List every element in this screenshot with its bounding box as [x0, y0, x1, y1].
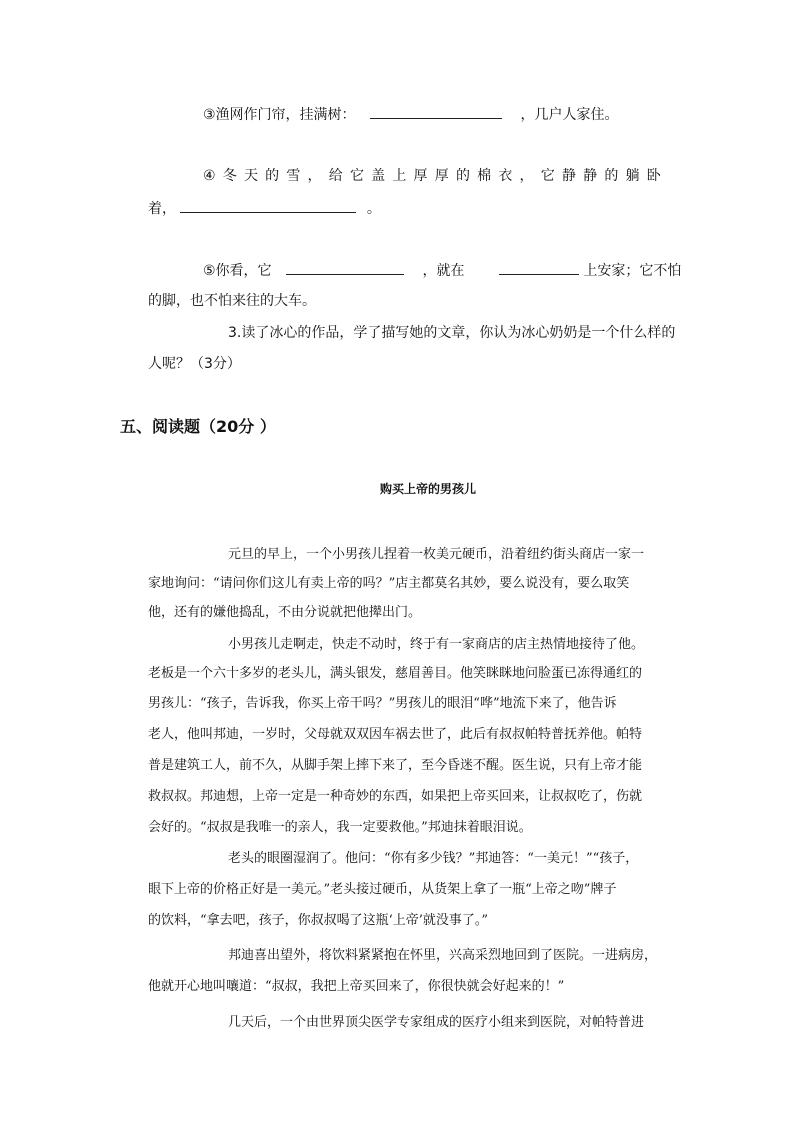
question-3-suffix: ，几户人家住。 — [520, 107, 619, 123]
question-4-line2 — [148, 198, 381, 218]
answer-blank[interactable] — [370, 104, 502, 119]
story-line: 老头的眼圈湿润了。他问：“你有多少钱？”邦迪答：“一美元！”“孩子， — [228, 851, 639, 866]
question-4-suffix: 。 — [366, 201, 381, 217]
story-line: 他就开心地叫嚷道：“叔叔，我把上帝买回来了，你很快就会好起来的！” — [148, 979, 565, 994]
section-heading: 五、阅读题（20分 ） — [120, 417, 276, 436]
story-line: 会好的。“叔叔是我唯一的亲人，我一定要救他。”邦迪抹着眼泪说。 — [148, 820, 532, 835]
answer-blank[interactable] — [499, 260, 579, 275]
question-5-line1 — [203, 260, 681, 280]
question-3-text: ③渔网作门帘，挂满树： — [203, 107, 356, 123]
story-line: 救叔叔。邦迪想，上帝一定是一种奇妙的东西，如果把上帝买回来，让叔叔吃了，伤就 — [148, 789, 643, 804]
story-line: 几天后，一个由世界顶尖医学专家组成的医疗小组来到医院，对帕特普进 — [228, 1015, 645, 1030]
question-4-prefix: 着， — [148, 201, 176, 217]
story-line: 邦迪喜出望外，将饮料紧紧抱在怀里，兴高采烈地回到了医院。一进病房， — [228, 948, 658, 963]
question-5-text: ⑤你看，它 — [203, 263, 272, 279]
story-line: 男孩儿：“孩子，告诉我，你买上帝干吗？”男孩儿的眼泪“哗”地流下来了，他告诉 — [148, 696, 617, 711]
question-5-line2: 的脚，也不怕来往的大车。 — [148, 293, 316, 309]
question-3 — [203, 104, 618, 124]
story-line: 小男孩儿走啊走，快走不动时，终于有一家商店的店主热情地接待了他。 — [228, 637, 645, 652]
answer-blank[interactable] — [180, 198, 356, 213]
story-line: 眼下上帝的价格正好是一美元。”老头接过硬币，从货架上拿了一瓶“上帝之吻”牌子 — [148, 882, 617, 897]
story-line: 家地询问：“请问你们这儿有卖上帝的吗？”店主都莫名其妙，要么说没有，要么取笑 — [148, 576, 630, 591]
question-item-3-line2: 人呢？（3分） — [148, 356, 241, 372]
story-line: 他，还有的嫌他捣乱，不由分说就把他撵出门。 — [148, 605, 422, 620]
story-title: 购买上帝的男孩儿 — [380, 482, 477, 496]
question-5-suffix: 上安家；它不怕 — [583, 263, 682, 279]
story-line: 老板是一个六十多岁的老头儿，满头银发，慈眉善目。他笑眯眯地问脸蛋已冻得通红的 — [148, 666, 643, 681]
story-line: 老人，他叫邦迪，一岁时，父母就双双因车祸去世了，此后有叔叔帕特普抚养他。帕特 — [148, 727, 643, 742]
story-line: 普是建筑工人，前不久，从脚手架上摔下来了，至今昏迷不醒。医生说，只有上帝才能 — [148, 758, 643, 773]
question-5-middle: ，就在 — [422, 263, 465, 279]
question-item-3-line1: 3.读了冰心的作品，学了描写她的文章，你认为冰心奶奶是一个什么样的 — [228, 325, 676, 341]
question-4-line1: ④冬天的雪，给它盖上厚厚的棉衣，它静静的躺卧 — [203, 168, 668, 184]
answer-blank[interactable] — [286, 260, 404, 275]
story-line: 的饮料，“拿去吧，孩子，你叔叔喝了这瓶‘上帝’就没事了。” — [148, 913, 489, 928]
story-line: 元旦的早上，一个小男孩儿捏着一枚美元硬币，沿着纽约街头商店一家一 — [228, 547, 645, 562]
